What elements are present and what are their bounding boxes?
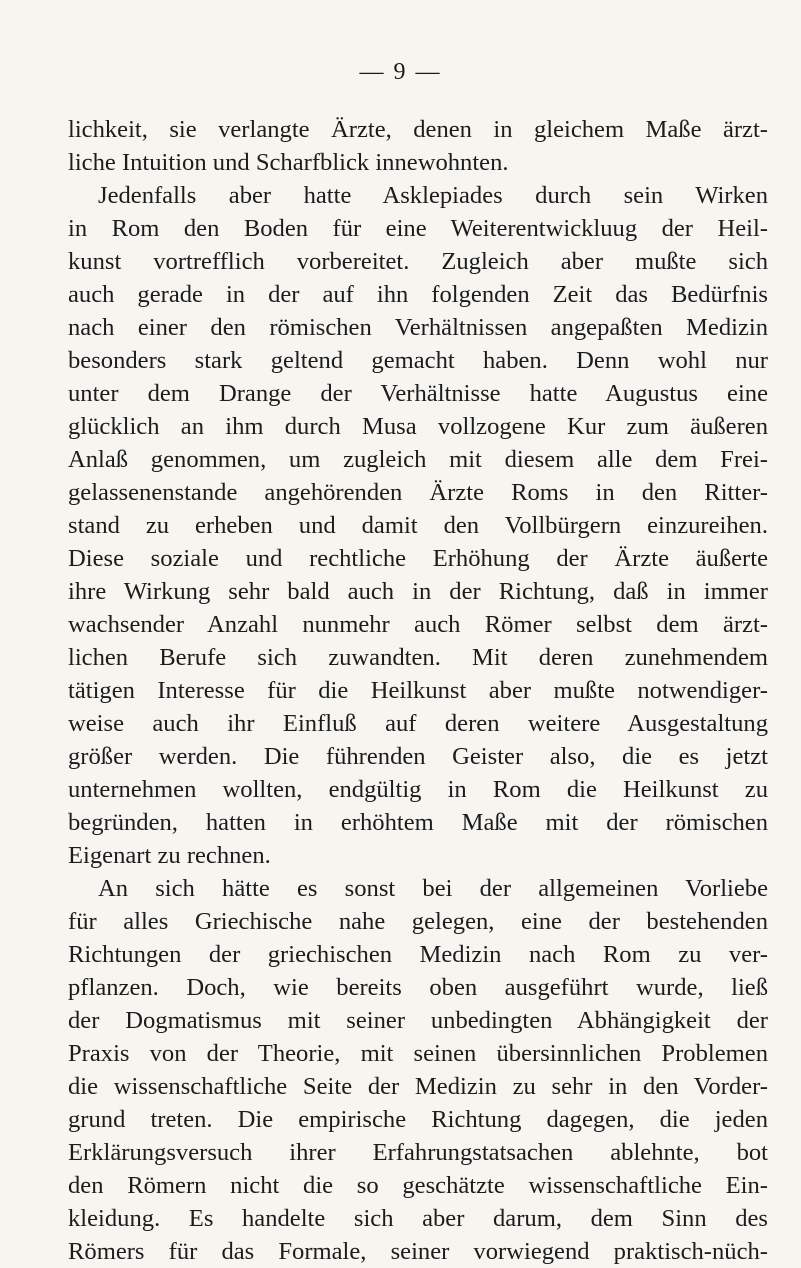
text-line: Praxis von der Theorie, mit seinen übersinnlichen Problemen: [68, 1040, 768, 1067]
text-line: glücklich an ihm durch Musa vollzogene Kur zum äußeren: [68, 413, 768, 440]
text-line: Jedenfalls aber hatte Asklepiades durch sein Wirken: [98, 182, 768, 209]
text-line: besonders stark geltend gemacht haben. Denn wohl nur: [68, 347, 768, 374]
text-line: unter dem Drange der Verhältnisse hatte Augustus eine: [68, 380, 768, 407]
text-line: in Rom den Boden für eine Weiterentwickluug der Heil-: [68, 215, 768, 242]
text-line: Römers für das Formale, seiner vorwiegend praktisch-nüch-: [68, 1238, 768, 1265]
text-line: lichen Berufe sich zuwandten. Mit deren zunehmendem: [68, 644, 768, 671]
text-line: lichkeit, sie verlangte Ärzte, denen in gleichem Maße ärzt-: [68, 116, 768, 143]
text-line: kleidung. Es handelte sich aber darum, dem Sinn des: [68, 1205, 768, 1232]
text-line: Richtungen der griechischen Medizin nach Rom zu ver-: [68, 941, 768, 968]
text-line: unternehmen wollten, endgültig in Rom die Heilkunst zu: [68, 776, 768, 803]
text-line: An sich hätte es sonst bei der allgemeinen Vorliebe: [98, 875, 768, 902]
text-line: Eigenart zu rechnen.: [68, 842, 271, 869]
text-line: begründen, hatten in erhöhtem Maße mit der römischen: [68, 809, 768, 836]
text-line: pflanzen. Doch, wie bereits oben ausgeführt wurde, ließ: [68, 974, 768, 1001]
text-line: die wissenschaftliche Seite der Medizin zu sehr in den Vorder-: [68, 1073, 768, 1100]
page-number: — 9 —: [359, 59, 442, 85]
text-line: größer werden. Die führenden Geister also, die es jetzt: [68, 743, 768, 770]
text-line: Erklärungsversuch ihrer Erfahrungstatsachen ablehnte, bot: [68, 1139, 768, 1166]
text-line: auch gerade in der auf ihn folgenden Zeit das Bedürfnis: [68, 281, 768, 308]
text-line: gelassenenstande angehörenden Ärzte Roms in den Ritter-: [68, 479, 768, 506]
text-line: tätigen Interesse für die Heilkunst aber mußte notwendiger-: [68, 677, 768, 704]
text-line: liche Intuition und Scharfblick innewohnten.: [68, 149, 509, 176]
text-line: stand zu erheben und damit den Vollbürgern einzureihen.: [68, 512, 768, 539]
text-line: grund treten. Die empirische Richtung dagegen, die jeden: [68, 1106, 768, 1133]
text-line: ihre Wirkung sehr bald auch in der Richtung, daß in immer: [68, 578, 768, 605]
text-line: weise auch ihr Einfluß auf deren weitere Ausgestaltung: [68, 710, 768, 737]
text-line: Diese soziale und rechtliche Erhöhung der Ärzte äußerte: [68, 545, 768, 572]
text-line: den Römern nicht die so geschätzte wissenschaftliche Ein-: [68, 1172, 768, 1199]
text-line: Anlaß genommen, um zugleich mit diesem alle dem Frei-: [68, 446, 768, 473]
text-line: für alles Griechische nahe gelegen, eine der bestehenden: [68, 908, 768, 935]
text-line: kunst vortrefflich vorbereitet. Zugleich aber mußte sich: [68, 248, 768, 275]
text-line: wachsender Anzahl nunmehr auch Römer selbst dem ärzt-: [68, 611, 768, 638]
text-line: der Dogmatismus mit seiner unbedingten Abhängigkeit der: [68, 1007, 768, 1034]
text-line: nach einer den römischen Verhältnissen angepaßten Medizin: [68, 314, 768, 341]
